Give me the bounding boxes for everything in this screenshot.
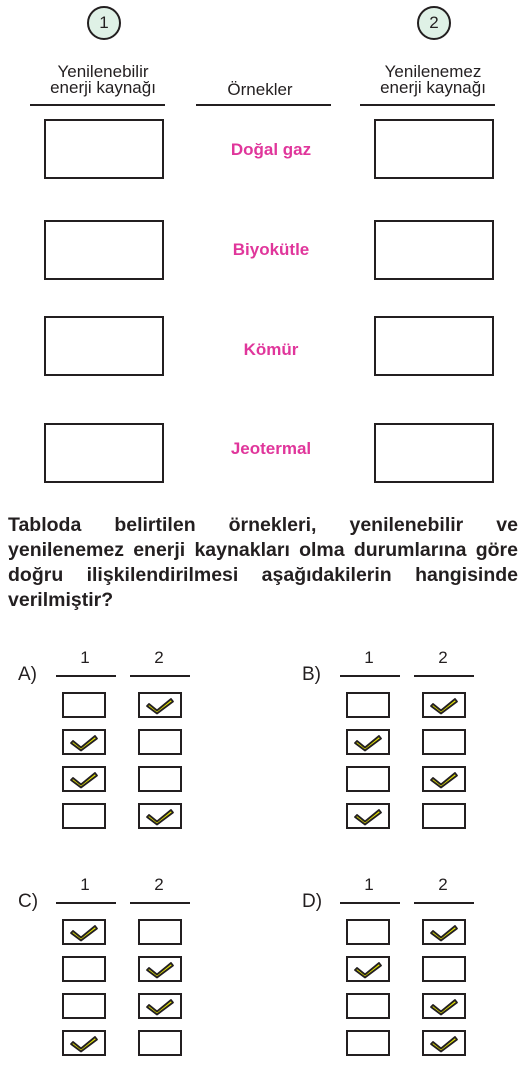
option-letter[interactable]: C) — [18, 891, 39, 912]
question-text: Tabloda belirtilen örnekleri, yenilenebilir ve yenilenemez enerji kaynakları olma durumlarına göre doğru ilişkilendirilmesi aşağıdakilerin hangisinde verilmiştir? — [8, 514, 518, 611]
nonrenewable-answer-box-1[interactable] — [374, 119, 494, 179]
option-checkbox — [422, 919, 466, 945]
option-checkbox — [346, 803, 390, 829]
nonrenewable-header-line1: Yenilenemez — [384, 62, 482, 81]
renewable-header-line1: Yenilenebilir — [57, 62, 149, 81]
examples-header-text: Örnekler — [227, 80, 293, 99]
option-checkbox — [422, 993, 466, 1019]
option-checkbox — [62, 729, 106, 755]
example-label-2: Biyokütle — [232, 240, 310, 259]
option-checkbox — [138, 729, 182, 755]
checkmark-icon — [64, 731, 104, 753]
option-checkbox — [422, 956, 466, 982]
option-letter[interactable]: A) — [18, 664, 37, 685]
option-checkbox — [138, 803, 182, 829]
header-underline-col1 — [30, 104, 165, 106]
option-checkbox — [62, 1030, 106, 1056]
option-checkbox — [62, 766, 106, 792]
renewable-answer-box-1[interactable] — [44, 119, 164, 179]
option-checkbox — [138, 766, 182, 792]
option-checkbox — [138, 956, 182, 982]
header-underline-middle — [196, 104, 331, 106]
option-checkbox — [346, 1030, 390, 1056]
option-checkbox — [346, 993, 390, 1019]
option-checkbox — [62, 956, 106, 982]
option-col1-underline — [56, 902, 116, 904]
option-letter[interactable]: B) — [302, 664, 321, 685]
nonrenewable-answer-box-4[interactable] — [374, 423, 494, 483]
option-col2-label: 2 — [154, 875, 164, 894]
checkmark-icon — [348, 805, 388, 827]
nonrenewable-answer-box-3[interactable] — [374, 316, 494, 376]
option-col2-underline — [130, 675, 190, 677]
example-label-4: Jeotermal — [230, 439, 312, 458]
column-1-number-circle — [87, 6, 121, 40]
option-col2-underline — [414, 902, 474, 904]
option-checkbox — [422, 729, 466, 755]
option-col1-underline — [56, 675, 116, 677]
renewable-column-header — [30, 64, 176, 96]
option-checkbox — [346, 729, 390, 755]
option-col1-label: 1 — [364, 648, 374, 667]
option-col2-underline — [414, 675, 474, 677]
option-checkbox — [422, 766, 466, 792]
header-underline-col2 — [360, 104, 495, 106]
checkmark-icon — [140, 805, 180, 827]
example-label-1: Doğal gaz — [230, 140, 312, 159]
option-checkbox — [346, 692, 390, 718]
option-checkbox — [346, 919, 390, 945]
option-col2-label: 2 — [438, 875, 448, 894]
checkmark-icon — [140, 958, 180, 980]
nonrenewable-column-header — [360, 64, 506, 96]
checkmark-icon — [140, 995, 180, 1017]
example-label-3: Kömür — [243, 340, 299, 359]
option-col1-label: 1 — [364, 875, 374, 894]
column-2-number: 2 — [429, 13, 439, 32]
renewable-answer-box-2[interactable] — [44, 220, 164, 280]
option-col2-label: 2 — [154, 648, 164, 667]
option-checkbox — [346, 766, 390, 792]
option-checkbox — [346, 956, 390, 982]
checkmark-icon — [64, 921, 104, 943]
checkmark-icon — [64, 1032, 104, 1054]
checkmark-icon — [424, 1032, 464, 1054]
checkmark-icon — [424, 694, 464, 716]
option-checkbox — [138, 692, 182, 718]
option-col1-label: 1 — [80, 648, 90, 667]
renewable-answer-box-4[interactable] — [44, 423, 164, 483]
option-col1-underline — [340, 902, 400, 904]
option-checkbox — [62, 692, 106, 718]
option-col1-label: 1 — [80, 875, 90, 894]
option-checkbox — [138, 919, 182, 945]
checkmark-icon — [348, 958, 388, 980]
nonrenewable-header-line2: enerji kaynağı — [380, 78, 486, 97]
examples-column-header — [190, 82, 330, 98]
column-1-number: 1 — [99, 13, 109, 32]
option-letter[interactable]: D) — [302, 891, 323, 912]
option-checkbox — [422, 1030, 466, 1056]
checkmark-icon — [64, 768, 104, 790]
option-col2-label: 2 — [438, 648, 448, 667]
option-col1-underline — [340, 675, 400, 677]
checkmark-icon — [424, 921, 464, 943]
option-checkbox — [138, 993, 182, 1019]
option-checkbox — [62, 919, 106, 945]
checkmark-icon — [424, 768, 464, 790]
checkmark-icon — [348, 731, 388, 753]
renewable-answer-box-3[interactable] — [44, 316, 164, 376]
option-checkbox — [62, 993, 106, 1019]
option-checkbox — [138, 1030, 182, 1056]
renewable-header-line2: enerji kaynağı — [50, 78, 156, 97]
checkmark-icon — [140, 694, 180, 716]
column-2-number-circle — [417, 6, 451, 40]
nonrenewable-answer-box-2[interactable] — [374, 220, 494, 280]
option-col2-underline — [130, 902, 190, 904]
checkmark-icon — [424, 995, 464, 1017]
option-checkbox — [62, 803, 106, 829]
option-checkbox — [422, 803, 466, 829]
option-checkbox — [422, 692, 466, 718]
